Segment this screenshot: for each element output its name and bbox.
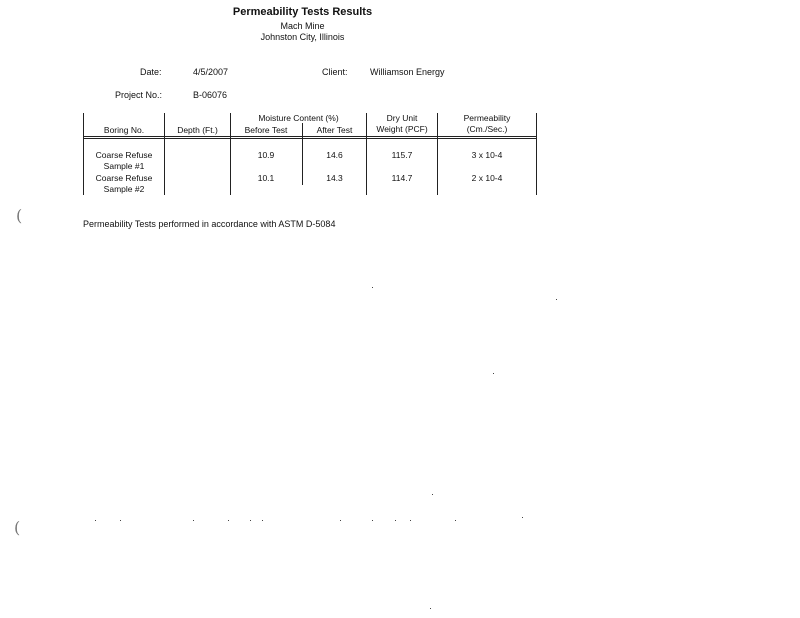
dry-unit-cell: 115.7 [391,150,413,160]
project-label: Project No.: [115,90,163,100]
after-test-cell: 14.6 [326,150,343,160]
before-test-header: Before Test [244,125,288,135]
boring-cell: Sample #2 [103,184,145,194]
permeability-cell: 2 x 10-4 [471,173,503,183]
boring-cell: Coarse Refuse [95,150,153,160]
permeability-cell: 3 x 10-4 [471,150,503,160]
client-value: Williamson Energy [370,67,445,77]
depth-header: Depth (Ft.) [177,125,218,135]
client-label: Client: [322,67,348,77]
before-test-cell: 10.9 [257,150,275,160]
project-value: B-06076 [193,90,228,100]
date-value: 4/5/2007 [193,67,229,77]
mine-name: Mach Mine [280,21,325,31]
header-underline [83,138,537,139]
date-label: Date: [140,67,162,77]
dry-unit-header: Dry Unit [386,113,418,123]
report-title: Permeability Tests Results [232,6,373,18]
permeability-header: Permeability [463,113,511,123]
punch-hole-mark: ( [16,206,23,225]
dry-unit-header-units: Weight (PCF) [376,124,428,134]
table-border-right [536,113,537,195]
boring-header: Boring No. [103,125,145,135]
before-test-cell: 10.1 [257,173,275,183]
moisture-group-header: Moisture Content (%) [258,113,339,123]
header-underline [83,136,537,137]
mine-location: Johnston City, Illinois [260,32,345,42]
boring-cell: Sample #1 [103,161,145,171]
boring-cell: Coarse Refuse [95,173,153,183]
punch-hole-mark: ( [14,518,21,537]
permeability-header-units: (Cm./Sec.) [466,124,508,134]
after-test-header: After Test [316,125,353,135]
dry-unit-cell: 114.7 [391,173,413,183]
astm-footnote: Permeability Tests performed in accordance with ASTM D-5084 [83,219,336,229]
after-test-cell: 14.3 [326,173,343,183]
